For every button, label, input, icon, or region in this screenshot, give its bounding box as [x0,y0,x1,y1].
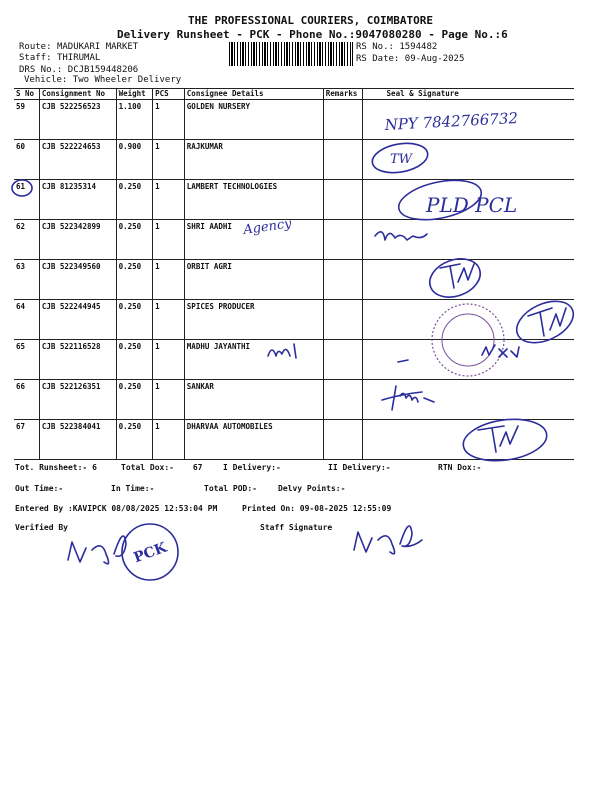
staff-signature-label: Staff Signature [260,523,333,532]
row-weight: 0.250 [116,340,153,380]
row-sno: 59 [14,100,39,140]
route-value: MADUKARI MARKET [56,42,139,52]
row-weight: 0.250 [116,220,153,260]
rs-date-value: 09-Aug-2025 [404,54,465,64]
col-pcs: PCS [153,89,185,100]
rtn-dox: RTN Dox:- [438,463,482,472]
verified-signature [68,536,126,564]
drs-label: DRS No.: [19,65,63,75]
seal-text-tw: TW [390,152,413,167]
signature-row62 [375,232,427,240]
tw-seal-icon [461,414,550,465]
row-weight: 0.900 [116,140,153,180]
pck-stamp-text: PCK [131,539,169,567]
row-consignee: GOLDEN NURSERY [184,100,323,140]
row-weight: 0.250 [116,300,153,340]
row-consignment: CJB 522384041 [39,420,116,460]
handwritten-agency: Agency [242,216,293,238]
row-consignee: DHARVAA AUTOMOBILES [184,420,323,460]
row-weight: 0.250 [116,420,153,460]
staff-value: THIRUMAL [56,53,101,63]
row-sno: 60 [14,140,39,180]
row-consignee: SPICES PRODUCER [184,300,323,340]
tw-seal-mark [440,264,474,288]
company-title: THE PROFESSIONAL COURIERS, COIMBATORE [188,14,434,27]
row-pcs: 1 [153,180,185,220]
printed-on: Printed On: 09-08-2025 12:55:09 [242,504,392,513]
total-dox-value: 67 [192,463,203,472]
verified-by-label: Verified By [15,523,68,532]
row-sno: 63 [14,260,39,300]
in-time: In Time:- [111,484,155,493]
handwritten-note-row3: PLD PCL [426,193,518,217]
row-consignee: LAMBERT TECHNOLOGIES [184,180,323,220]
col-weight: Weight [116,89,153,100]
signature-row65 [482,345,519,357]
row-pcs: 1 [153,100,185,140]
row-pcs: 1 [153,220,185,260]
rs-no-value: 1594482 [399,42,438,52]
out-time: Out Time:- [15,484,64,493]
tw-seal-icon [424,252,485,304]
row-pcs: 1 [153,340,185,380]
rs-date-label: RS Date: [356,54,400,64]
row-consignee: SANKAR [184,380,323,420]
row-consignment: CJB 522224653 [39,140,116,180]
tw-seal-mark [528,308,566,336]
row-pcs: 1 [153,260,185,300]
col-consignment: Consignment No [39,89,116,100]
tw-seal-icon [510,293,580,351]
vehicle-value: Two Wheeler Delivery [72,75,182,85]
signature-sankar [382,386,434,410]
signature-madhu [268,344,296,358]
total-dox [121,463,202,472]
row-weight: 0.250 [116,380,153,420]
row-pcs: 1 [153,420,185,460]
vehicle-label: Vehicle: [24,75,68,85]
row-sno: 67 [14,420,39,460]
footer-totals-line [15,463,97,472]
col-signature: Seal & Signature [362,89,574,100]
total-dox-label: Total Dox:- [121,463,174,472]
row-consignee: SHRI AADHI [184,220,323,260]
staff-label: Staff: [19,53,52,63]
row-sno: 61 [14,180,39,220]
row-marker-circle [12,180,32,196]
row-consignment: CJB 81235314 [39,180,116,220]
tot-runsheet: Tot. Runsheet:- 6 [15,463,97,472]
runsheet-subtitle: Delivery Runsheet - PCK - Phone No.:9047080280 - Page No.:6 [117,28,508,41]
col-remarks: Remarks [323,89,362,100]
company-stamp-icon [432,304,504,376]
ii-delivery: II Delivery:- [328,463,391,472]
route-label: Route: [19,42,52,52]
drs-value: DCJB159448206 [67,65,139,75]
row-consignment: CJB 522342899 [39,220,116,260]
row-consignment: CJB 522116528 [39,340,116,380]
tw-seal-mark [478,426,518,452]
row-consignee: MADHU JAYANTHI [184,340,323,380]
delvy-points: Delvy Points:- [278,484,346,493]
staff-signature-mark [354,526,422,554]
company-stamp-inner [442,314,494,366]
row-sno: 66 [14,380,39,420]
row-consignee: ORBIT AGRI [184,260,323,300]
rs-no-label: RS No.: [356,42,394,52]
row-weight: 1.100 [116,100,153,140]
dash-mark [398,360,408,362]
row-sno: 64 [14,300,39,340]
total-pod: Total POD:- [204,484,257,493]
row-sno: 62 [14,220,39,260]
col-sno: S No [14,89,39,100]
row-pcs: 1 [153,140,185,180]
row-consignment: CJB 522244945 [39,300,116,340]
row-sno: 65 [14,340,39,380]
row-consignment: CJB 522256523 [39,100,116,140]
i-delivery: I Delivery:- [223,463,281,472]
entered-by: Entered By :KAVIPCK 08/08/2025 12:53:04 PM [15,504,218,513]
row-weight: 0.250 [116,260,153,300]
col-consignee: Consignee Details [184,89,323,100]
row-consignment: CJB 522126351 [39,380,116,420]
row-weight: 0.250 [116,180,153,220]
row-pcs: 1 [153,300,185,340]
handwritten-note-row1: NPY 7842766732 [384,109,519,134]
row-pcs: 1 [153,380,185,420]
row-consignee: RAJKUMAR [184,140,323,180]
row-consignment: CJB 522349560 [39,260,116,300]
